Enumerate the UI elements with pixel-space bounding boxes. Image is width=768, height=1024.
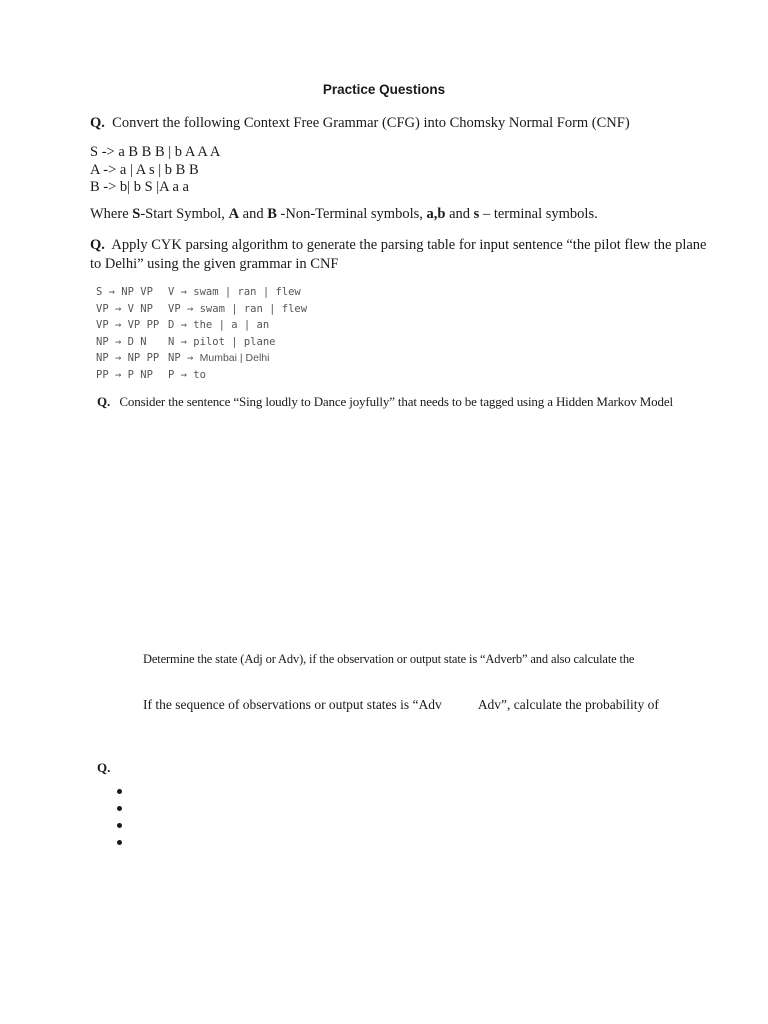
sequence-text-b: Adv”, calculate the probability of [477, 697, 659, 712]
legend-terminal-s: s [473, 206, 480, 222]
cnf-rule-right-terminals: Mumbai | Delhi [199, 352, 270, 364]
question-3-text: Consider the sentence “Sing loudly to Dance joyfully” that needs to be tagged using a Hidden Markov Model [119, 394, 673, 409]
question-1-text: Convert the following Context Free Grammar (CFG) into Chomsky Normal Form (CNF) [112, 115, 630, 131]
cnf-rule-right: NP → [168, 352, 200, 364]
question-2-line-2: to Delhi” using the given grammar in CNF [90, 256, 339, 272]
legend-text: and [445, 206, 474, 222]
legend-text: – terminal symbols. [479, 206, 598, 222]
question-4-marker: Q. [97, 760, 111, 775]
legend-start-symbol: S [132, 206, 141, 222]
cnf-grammar-block [96, 284, 307, 383]
symbol-legend [90, 206, 598, 223]
cnf-rule-row [96, 301, 307, 318]
question-2-line-1: Apply CYK parsing algorithm to generate the parsing table for input sentence “the pilot flew the plane [111, 237, 707, 253]
cnf-rule-row [96, 317, 307, 334]
page-title: Practice Questions [322, 82, 446, 97]
legend-terminal-ab: a,b [426, 206, 446, 222]
legend-text: -Start Symbol, [140, 206, 229, 222]
cnf-rule-right: D → the | a | an [168, 319, 270, 331]
question-3-sequence [143, 697, 659, 713]
cnf-rule-left: PP → P NP [96, 368, 153, 381]
cnf-rule-right: V → swam | ran | flew [168, 286, 301, 298]
question-marker: Q. [90, 237, 105, 253]
sequence-text-a: If the sequence of observations or output states is “Adv [143, 697, 442, 712]
grammar-rule-s: S -> a B B B | b A A A [90, 144, 221, 160]
cnf-rule-right: P → to [168, 368, 206, 381]
question-1 [90, 114, 630, 133]
legend-nonterminal-b: B [267, 206, 277, 222]
cnf-rule-left: NP → NP PP [96, 352, 160, 364]
cnf-rule-left: VP → VP PP [96, 319, 160, 331]
legend-text: -Non-Terminal symbols, [276, 206, 427, 222]
question-marker: Q. [90, 115, 105, 131]
cnf-rule-left: NP → D N [96, 335, 147, 348]
cnf-rule-row [96, 367, 307, 384]
legend-nonterminal-a: A [228, 206, 240, 222]
cnf-rule-right: N → pilot | plane [168, 335, 276, 348]
cnf-rule-row [96, 284, 307, 301]
legend-text: Where [90, 206, 133, 222]
cnf-rule-left: VP → V NP [96, 302, 153, 315]
cnf-rule-right: VP → swam | ran | flew [168, 302, 308, 315]
question-2 [90, 236, 707, 274]
question-3 [97, 394, 673, 410]
cnf-rule-left: S → NP VP [96, 286, 153, 298]
grammar-rule-b: B -> b| b S |A a a [90, 179, 189, 195]
cnf-rule-row [96, 334, 307, 351]
question-marker: Q. [97, 394, 111, 409]
cnf-rule-row [96, 350, 307, 367]
legend-text: and [239, 206, 268, 222]
cfg-grammar [90, 144, 220, 197]
question-3-determine: Determine the state (Adj or Adv), if the observation or output state is “Adverb” and also calculate the [143, 652, 635, 666]
grammar-rule-a: A -> a | A s | b B B [90, 161, 199, 178]
